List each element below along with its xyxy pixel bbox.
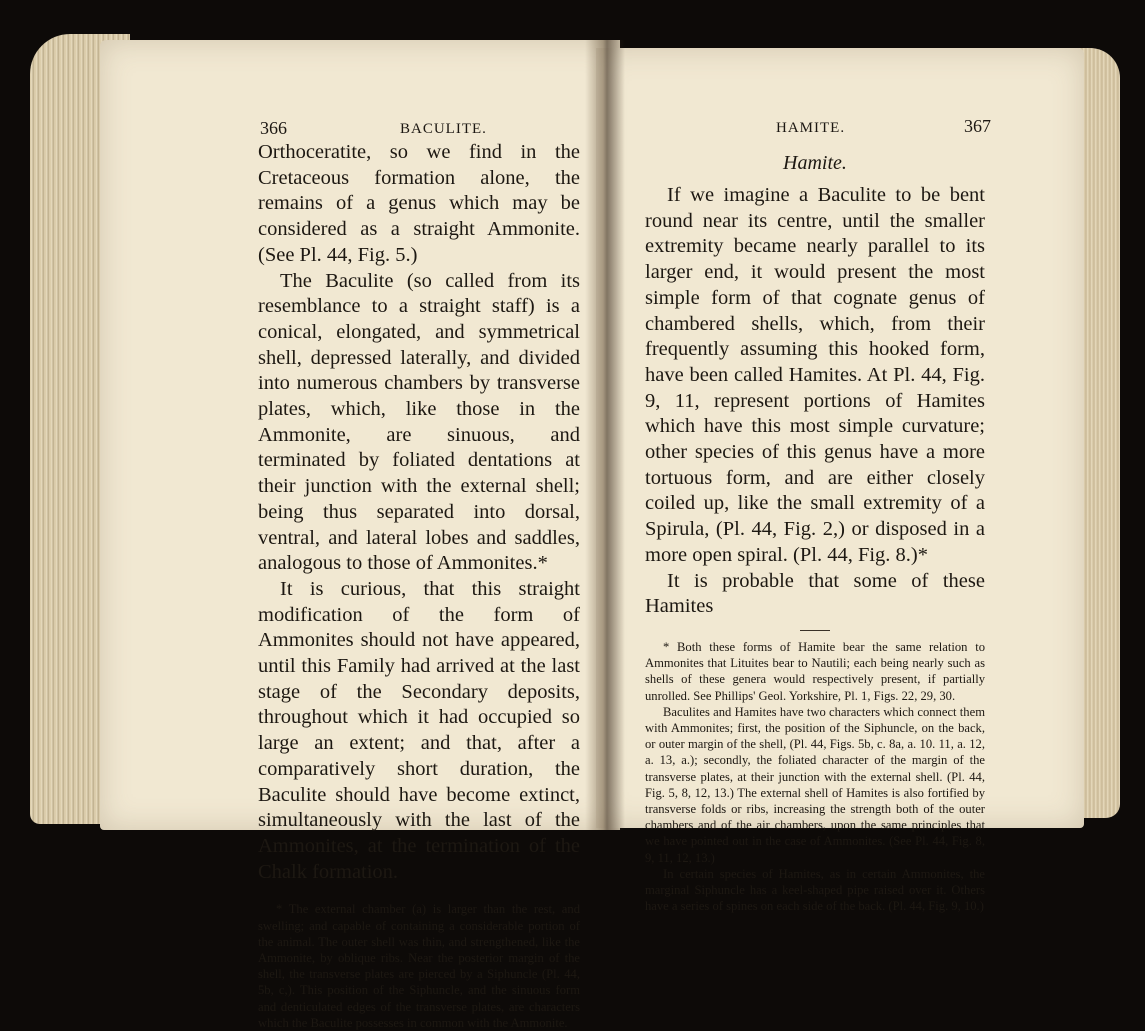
right-footnote-1: * Both these forms of Hamite bear the same relation to Ammonites that Lituites bear to Nautili; each being nearly such as shells of these genera would respectively present, if partially unrolled. See Phillips' Geol. Yorkshire, Pl. 1, Figs. 22, 29, 30. [645,639,985,703]
right-footnote-2: Baculites and Hamites have two characters which connect them with Ammonites; first, the position of the Siphuncle, on the back, or outer margin of the shell, (Pl. 44, Figs. 5b, c. 8a, a. 10. 11, a. 12, a. 13, a.); secondly, the foliated character of the margin of the transverse plates, at their junction with the external shell. (Pl. 44, Fig. 5, 8, 12, 13.) The external shell of Hamites is also fortified by transverse folds or ribs, increasing the strength both of the outer chambers and of the air chambers, upon the same principles that we have pointed out in the case of Ammonites. (See Pl. 44, Fig. 8, 9, 11, 12, 13.) [645,704,985,865]
right-paragraph-1: If we imagine a Baculite to be bent round near its centre, until the smaller extremity became nearly parallel to its larger end, it would present the most simple form of that cognate genus of chambered shells, which, from their frequently assuming this hooked form, have been called Hamites. At Pl. 44, Fig. 9, 11, represent portions of Hamites which have this most simple curvature; other species of this genus have a more tortuous form, and are either closely coiled up, like the small extremity of a Spirula, (Pl. 44, Fig. 2,) or disposed in a more open spiral. (Pl. 44, Fig. 8.)* [645,184,985,566]
right-footnote-3: In certain species of Hamites, as in certain Ammonites, the marginal Siphuncle has a keel-shaped pipe raised over it. Others have a series of spines on each side of the back. (Pl. 44, Fig. 9, 10.) [645,866,985,914]
left-text-column [258,140,580,1031]
left-page-number: 366 [260,118,287,138]
section-title: Hamite. [783,152,847,174]
open-book [30,18,1120,1030]
right-paragraph-2: It is probable that some of these Hamites [645,569,985,618]
left-paragraph-2: The Baculite (so called from its resemblance to a straight staff) is a conical, elongated, and symmetrical shell, depressed laterally, and divided into numerous chambers by transverse plates, which, like those in the Ammonite, are sinuous, and terminated by foliated dentations at their junction with the external shell; being thus separated into dorsal, ventral, and lateral lobes and saddles, analogous to those of Ammonites.* [258,269,580,575]
right-running-head: HAMITE. [776,120,846,136]
book-gutter [585,40,625,830]
left-footnote: * The external chamber (a) is larger than the rest, and swelling; and capable of containing a considerable portion of the animal. The outer shell was thin, and strengthened, like the Ammonite, by oblique ribs. Near the posterior margin of the shell, the transverse plates are pierced by a Siphuncle (Pl. 44, 5b, c,). This position of the Siphuncle, and the sinuous form and denticulated edges of the transverse plates, are characters which the Baculite possesses in common with the Ammonite. [258,902,580,1030]
right-text-column [645,152,985,914]
right-page-number: 367 [964,116,991,136]
left-running-head: BACULITE. [400,121,487,137]
left-paragraph-3: It is curious, that this straight modification of the form of Ammonites should not have appeared, until this Family had arrived at the last stage of the Secondary deposits, throughout which it had occupied so large an extent; and that, after a comparatively short duration, the Baculite should have become extinct, simultaneously with the last of the Ammonites, at the termination of the Chalk formation. [258,577,580,883]
footnote-divider [800,630,830,631]
right-page [596,48,1084,914]
left-page [100,40,620,1030]
left-paragraph-1: Orthoceratite, so we find in the Cretaceous formation alone, the remains of a genus which may be considered as a straight Ammonite. (See Pl. 44, Fig. 5.) [258,141,580,266]
